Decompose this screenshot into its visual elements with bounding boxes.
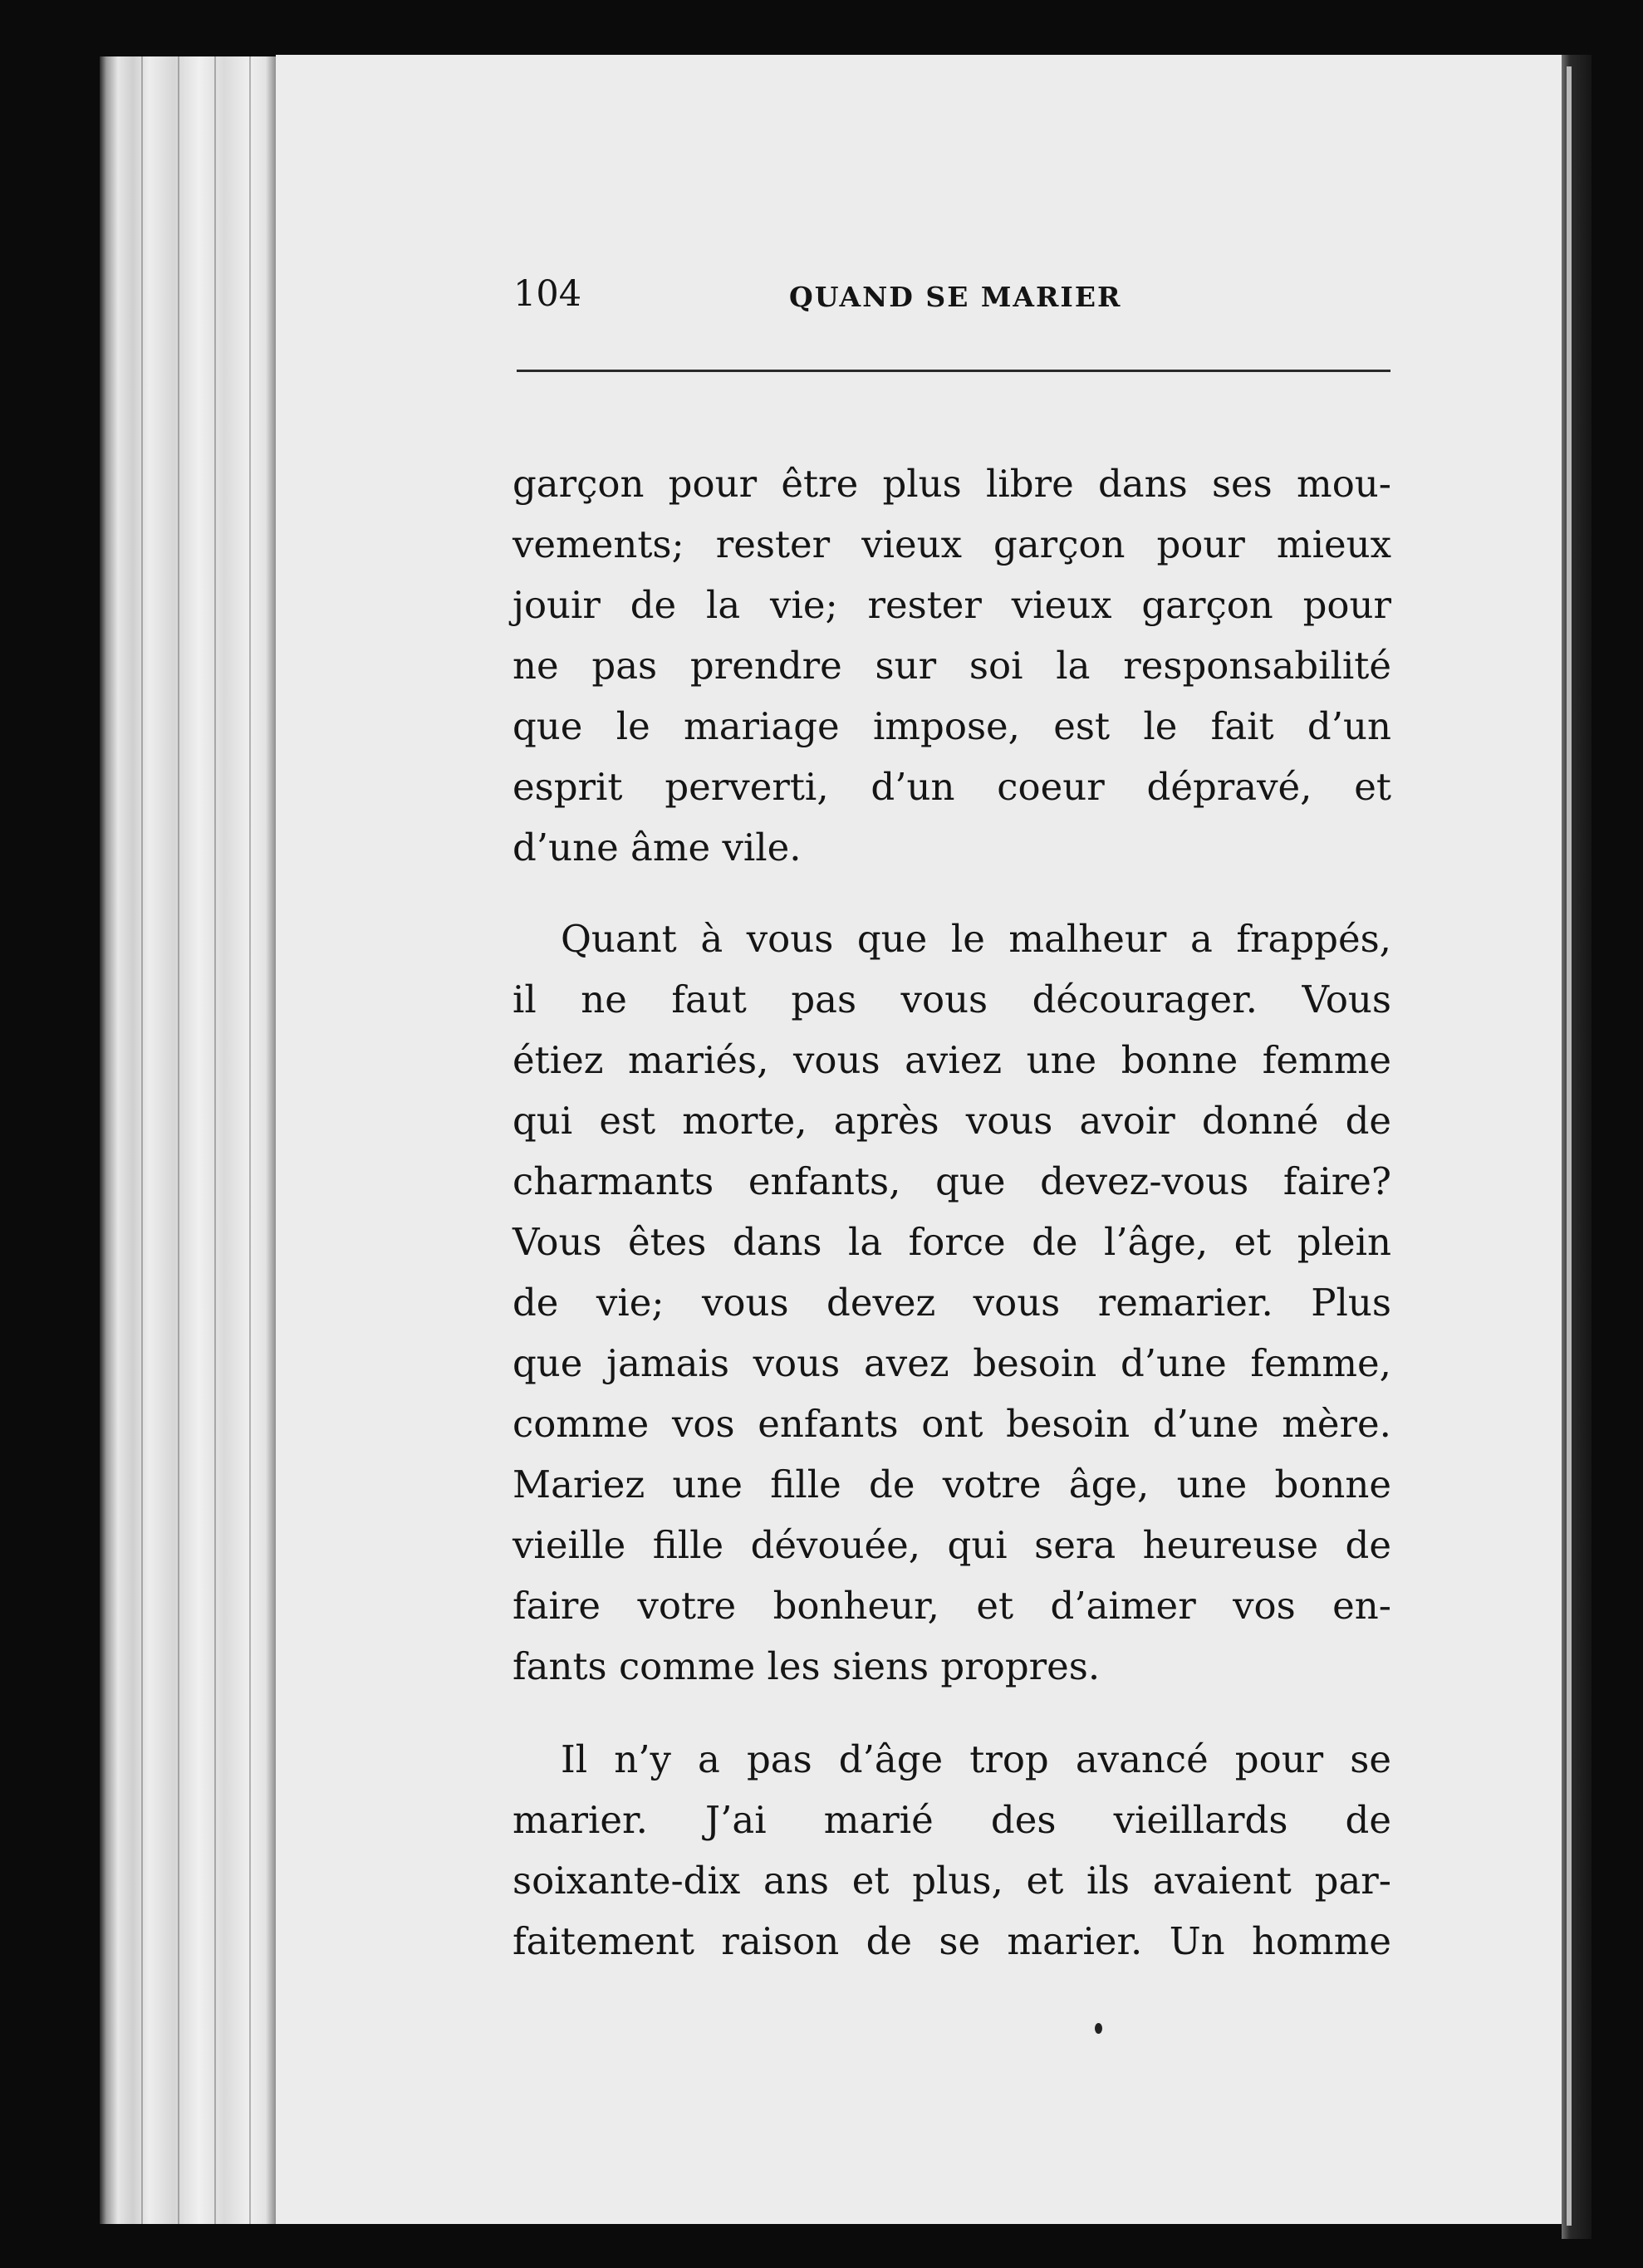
text-line: faire votre bonheur, et d’aimer vos en- — [513, 1584, 1391, 1628]
page-edge-line — [141, 56, 143, 2224]
text-line: charmants enfants, que devez-vous faire? — [513, 1159, 1391, 1203]
page-number: 104 — [513, 273, 582, 315]
text-line: comme vos enfants ont besoin d’une mère. — [513, 1402, 1391, 1446]
ink-speck — [1095, 2023, 1102, 2034]
text-line: ne pas prendre sur soi la responsabilité — [513, 644, 1391, 688]
text-line: garçon pour être plus libre dans ses mou- — [513, 462, 1391, 506]
text-line: Quant à vous que le malheur a frappés, — [561, 917, 1391, 961]
text-line: qui est morte, après vous avoir donné de — [513, 1099, 1391, 1143]
book-binding-highlight — [1567, 66, 1572, 2226]
header-rule — [517, 370, 1390, 372]
text-line: vements; rester vieux garçon pour mieux — [513, 522, 1391, 566]
text-line: de vie; vous devez vous remarier. Plus — [513, 1281, 1391, 1325]
text-line: que le mariage impose, est le fait d’un — [513, 704, 1391, 748]
text-line: marier. J’ai marié des vieillards de — [513, 1798, 1391, 1842]
text-line: étiez mariés, vous aviez une bonne femme — [513, 1038, 1391, 1082]
text-line: Mariez une fille de votre âge, une bonne — [513, 1462, 1391, 1506]
text-line: faitement raison de se marier. Un homme — [513, 1919, 1391, 1963]
page-edge-line — [249, 56, 251, 2224]
paragraph-3 — [513, 1729, 1391, 1972]
text-line: d’une âme vile. — [513, 825, 802, 869]
running-title: QUAND SE MARIER — [789, 281, 1122, 313]
page-edge-line — [214, 56, 216, 2224]
paragraph-1 — [513, 453, 1391, 878]
text-line: soixante-dix ans et plus, et ils avaient par- — [513, 1859, 1391, 1903]
text-line: fants comme les siens propres. — [513, 1644, 1101, 1688]
page-edge-line — [178, 56, 179, 2224]
text-line: Il n’y a pas d’âge trop avancé pour se — [561, 1737, 1391, 1781]
text-line: vieille fille dévouée, qui sera heureuse de — [513, 1523, 1391, 1567]
text-line: jouir de la vie; rester vieux garçon pour — [513, 583, 1391, 627]
text-line: que jamais vous avez besoin d’une femme, — [513, 1341, 1391, 1385]
text-line: esprit perverti, d’un coeur dépravé, et — [513, 765, 1391, 809]
text-line: Vous êtes dans la force de l’âge, et plein — [513, 1220, 1391, 1264]
paragraph-2 — [513, 909, 1391, 1697]
text-line: il ne faut pas vous décourager. Vous — [513, 977, 1391, 1021]
